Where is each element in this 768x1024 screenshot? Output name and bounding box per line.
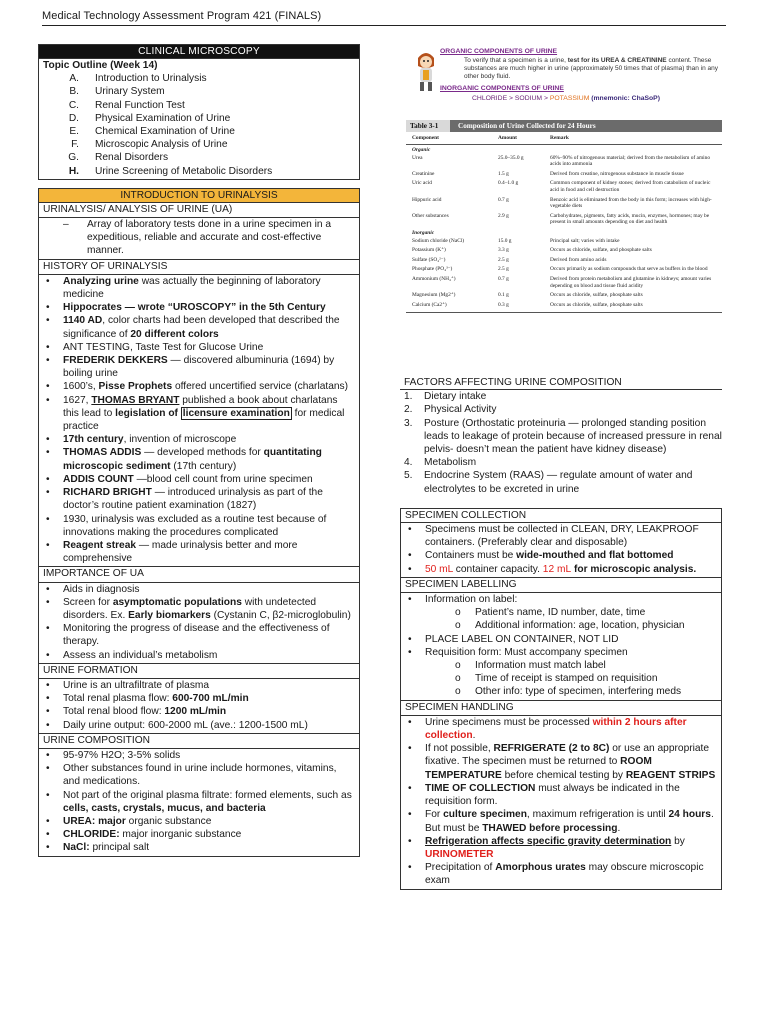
list-item: • ANT TESTING, Taste Test for Glucose Urine (43, 341, 355, 354)
ua-definition (38, 218, 360, 260)
table-cell: 3.3 g (498, 247, 509, 254)
list-item: • UREA: major organic substance (43, 815, 355, 828)
table-cell: Derived from protein metabolism and glutamine in kidneys; amount varies depending on blood and tissue fluid acidity (550, 276, 712, 289)
table-cell: 15.0 g (498, 237, 512, 244)
outline-item: E. Chemical Examination of Urine (69, 126, 235, 138)
list-item: o Additional information: age, location, physician (405, 619, 717, 632)
organic-description: To verify that a specimen is a urine, test for its UREA & CREATININE content. These substances are much higher in urine (approximately 50 times that of plasma) than in any other body fluid. (464, 57, 718, 80)
list-item: • 50 mL container capacity. 12 mL for microscopic analysis. (405, 563, 717, 576)
handling-head: SPECIMEN HANDLING (400, 701, 722, 716)
outline-item: D. Physical Examination of Urine (68, 112, 231, 124)
table-row (406, 195, 722, 211)
list-item: • If not possible, REFRIGERATE (2 to 8C) or use an appropriate fixative. The specimen must be returned to ROOM TEMPERATURE before chemical testing by REAGENT STRIPS (405, 742, 717, 782)
table-cell: 0.7 g (498, 196, 509, 203)
list-item: • ADDIS COUNT —blood cell count from urine specimen (43, 473, 355, 486)
history-section (38, 275, 360, 567)
list-item: • Refrigeration affects specific gravity determination by URINOMETER (405, 835, 717, 861)
list-item: • For culture specimen, maximum refrigeration is until 24 hours. But must be THAWED before processing. (405, 808, 717, 834)
outline-list (43, 72, 355, 178)
list-item: • FREDERIK DEKKERS — discovered albuminuria (1694) by boiling urine (43, 354, 355, 380)
table-row (406, 153, 722, 169)
table-cell: Creatinine (412, 170, 435, 177)
outline-item: F. Microscopic Analysis of Urine (71, 139, 228, 151)
table-cell: Occurs primarily as sodium compounds that serve as buffers in the blood (550, 266, 708, 273)
factors-list (400, 390, 722, 496)
table-row (406, 275, 722, 291)
list-item: o Other info: type of specimen, interfering meds (405, 685, 717, 698)
table-cell: 0.7 g (498, 276, 509, 282)
list-item: • Containers must be wide-mouthed and flat bottomed (405, 549, 717, 562)
factor-item: 5. Endocrine System (RAAS) — regulate amount of water and electrolytes to be excreted in urine (404, 470, 693, 495)
list-item: • Analyzing urine was actually the beginning of laboratory medicine (43, 275, 355, 301)
factors-head: FACTORS AFFECTING URINE COMPOSITION (400, 376, 722, 390)
list-item: • TIME OF COLLECTION must always be indicated in the requisition form. (405, 782, 717, 808)
list-item: • Urine is an ultrafiltrate of plasma (43, 679, 355, 692)
list-item: • 1627, THOMAS BRYANT published a book about charlatans this lead to legislation of licensure examination for medical practice (43, 394, 355, 434)
labelling-section (400, 593, 722, 701)
table-cell: Phosphate (PO₄³⁻) (412, 266, 453, 273)
table-title-bar: Table 3-1 Composition of Urine Collected for 24 Hours (406, 120, 722, 132)
list-item: • Other substances found in urine include hormones, vitamins, and medications. (43, 762, 355, 788)
list-item: • Precipitation of Amorphous urates may obscure microscopic exam (405, 861, 717, 887)
list-item: • Daily urine output: 600-2000 mL (ave.: 1200-1500 mL) (43, 719, 355, 732)
inorganic-title: INORGANIC COMPONENTS OF URINE (440, 85, 564, 92)
list-item: • Aids in diagnosis (43, 583, 355, 596)
table-cell: Hippuric acid (412, 196, 442, 203)
table-cell: 2.5 g (498, 256, 509, 263)
table-cell: 0.4–1.0 g (498, 180, 519, 187)
list-item: • NaCl: principal salt (43, 841, 355, 854)
ua-definition-text: – Array of laboratory tests done in a urine specimen in a expeditious, reliable and accurate and cost-effective manner. (43, 218, 355, 258)
list-item: o Patient’s name, ID number, date, time (405, 606, 717, 619)
right-column (400, 376, 722, 890)
table-row (406, 211, 722, 227)
list-item: • 1140 AD, color charts had been developed that described the significance of 20 different colors (43, 314, 355, 340)
importance-section (38, 583, 360, 664)
labelling-head: SPECIMEN LABELLING (400, 578, 722, 593)
list-item: o Information must match label (405, 659, 717, 672)
importance-head: IMPORTANCE OF UA (38, 567, 360, 582)
list-item: • Total renal blood flow: 1200 mL/min (43, 705, 355, 718)
section-title-intro: INTRODUCTION TO URINALYSIS (38, 188, 360, 203)
list-item: • THOMAS ADDIS — developed methods for quantitating microscopic sediment (17th century) (43, 446, 355, 472)
factor-item: 4. Metabolism (404, 457, 477, 469)
list-item: • CHLORIDE: major inorganic substance (43, 828, 355, 841)
list-item: • Assess an individual’s metabolism (43, 649, 355, 662)
ua-definition-head: URINALYSIS/ ANALYSIS OF URINE (UA) (38, 203, 360, 218)
table-cell: Uric acid (412, 180, 432, 187)
topic-outline-title: Topic Outline (Week 14) (43, 60, 158, 71)
table-inorganic-rows (406, 236, 722, 310)
composition-section (38, 749, 360, 857)
table-cell: 0.3 g (498, 301, 509, 308)
formation-head: URINE FORMATION (38, 664, 360, 679)
table-cell: Occurs as chloride, sulfate, and phosphate salts (550, 247, 652, 254)
mascot-icon (414, 48, 438, 94)
outline-item: C. Renal Function Test (68, 99, 185, 111)
composition-head: URINE COMPOSITION (38, 734, 360, 749)
table-cell: 2.9 g (498, 212, 509, 219)
list-item: o Time of receipt is stamped on requisition (405, 672, 717, 685)
table-cell: Principal salt; varies with intake (550, 237, 620, 244)
list-item: • Monitoring the progress of disease and the effectiveness of therapy. (43, 622, 355, 648)
table-cell: Ammonium (NH₄⁺) (412, 276, 456, 282)
table-cell: 2.5 g (498, 266, 509, 273)
table-organic-rows (406, 153, 722, 227)
table-row (406, 169, 722, 179)
list-item: • Screen for asymptomatic populations with undetected disorders. Ex. Early biomarkers (Cystanin C, β2-microglobulin) (43, 596, 355, 622)
list-item: • Reagent streak — made urinalysis better and more comprehensive (43, 539, 355, 565)
list-item: • PLACE LABEL ON CONTAINER, NOT LID (405, 633, 717, 646)
table-cell: Benzoic acid is eliminated from the body in this form; increases with high-vegetable diets (550, 196, 712, 210)
table-cell: Potassium (K⁺) (412, 247, 446, 254)
table-cell: Other substances (412, 212, 449, 219)
table-cell: 0.1 g (498, 292, 509, 299)
list-item: • Total renal plasma flow: 600-700 mL/min (43, 692, 355, 705)
table-cell: Derived from amino acids (550, 256, 607, 263)
table-group-inorganic: Inorganic (412, 229, 435, 236)
handling-section (400, 716, 722, 890)
organic-components-figure (408, 44, 722, 110)
section-title-clinical-microscopy: CLINICAL MICROSCOPY (38, 44, 360, 59)
list-item: • Hippocrates — wrote “UROSCOPY” in the 5th Century (43, 301, 355, 314)
collection-head: SPECIMEN COLLECTION (400, 508, 722, 523)
table-3-1 (406, 120, 722, 313)
outline-item: B. Urinary System (69, 86, 165, 98)
collection-section (400, 523, 722, 578)
table-row (406, 300, 722, 310)
page-header: Medical Technology Assessment Program 421 (FINALS) (42, 10, 726, 26)
table-cell: Calcium (Ca2⁺) (412, 301, 447, 308)
list-item: • 17th century, invention of microscope (43, 433, 355, 446)
table-row (406, 179, 722, 195)
factor-item: 2. Physical Activity (404, 404, 497, 416)
organic-title: ORGANIC COMPONENTS OF URINE (440, 48, 558, 55)
list-item: • Not part of the original plasma filtrate: formed elements, such as cells, casts, crystals, mucus, and bacteria (43, 789, 355, 815)
factor-item: 3. Posture (Orthostatic proteinuria — prolonged standing position leads to leakage of protein because of increased pressure in renal pelvis- doesn’t mean the patient have kidney disease) (404, 417, 722, 456)
formation-section (38, 679, 360, 734)
table-cell: Carbohydrates, pigments, fatty acids, mucin, enzymes, hormones; may be present in small amounts depending on diet and health (550, 212, 710, 226)
table-cell: Urea (412, 154, 423, 161)
table-group-organic: Organic (412, 146, 431, 153)
outline-item: H. Urine Screening of Metabolic Disorders (68, 165, 273, 177)
list-item: • Information on label: (405, 593, 717, 606)
table-cell: 25.0–35.0 g (498, 154, 524, 161)
table-cell: Common component of kidney stones; derived from catabolism of nucleic acid in food and cell destruction (550, 180, 711, 194)
table-row (406, 255, 722, 265)
table-row (406, 291, 722, 301)
list-item: • 1930, urinalysis was excluded as a routine test because of innovations making the procedures complicated (43, 513, 355, 539)
table-cell: 1.5 g (498, 170, 509, 177)
table-cell: Derived from creatine, nitrogenous substance in muscle tissue (550, 170, 684, 177)
list-item: • 95-97% H2O; 3-5% solids (43, 749, 355, 762)
outline-item: G. Renal Disorders (68, 152, 169, 164)
table-row (406, 236, 722, 246)
table-cell: Sulfate (SO₄²⁻) (412, 256, 446, 263)
list-item: • Urine specimens must be processed within 2 hours after collection. (405, 716, 717, 742)
table-cell: Sodium chloride (NaCl) (412, 237, 465, 244)
history-head: HISTORY OF URINALYSIS (38, 260, 360, 275)
table-cell: Magnesium (Mg2⁺) (412, 292, 456, 299)
outline-item: A. Introduction to Urinalysis (69, 73, 207, 85)
table-row (406, 246, 722, 256)
table-cell: 60%–90% of nitrogenous material; derived from the metabolism of amino acids into ammonia (550, 154, 711, 168)
table-cell: Occurs as chloride, sulfate, phosphate salts (550, 301, 643, 308)
inorganic-order: CHLORIDE > SODIUM > POTASSIUM (mnemonic: ChaSoP) (472, 95, 660, 102)
left-column (38, 44, 360, 857)
list-item: • Specimens must be collected in CLEAN, DRY, LEAKPROOF containers. (Preferably clear and disposable) (405, 523, 717, 549)
topic-outline (38, 59, 360, 180)
list-item: • 1600’s, Pisse Prophets offered uncertified service (charlatans) (43, 380, 355, 393)
list-item: • RICHARD BRIGHT — introduced urinalysis as part of the doctor’s routine patient examination (1827) (43, 486, 355, 512)
factor-item: 1. Dietary intake (404, 391, 487, 403)
table-cell: Occurs as chloride, sulfate, phosphate salts (550, 292, 643, 299)
table-row (406, 265, 722, 275)
table-header: Component Amount Remark (406, 132, 722, 145)
list-item: • Requisition form: Must accompany specimen (405, 646, 717, 659)
